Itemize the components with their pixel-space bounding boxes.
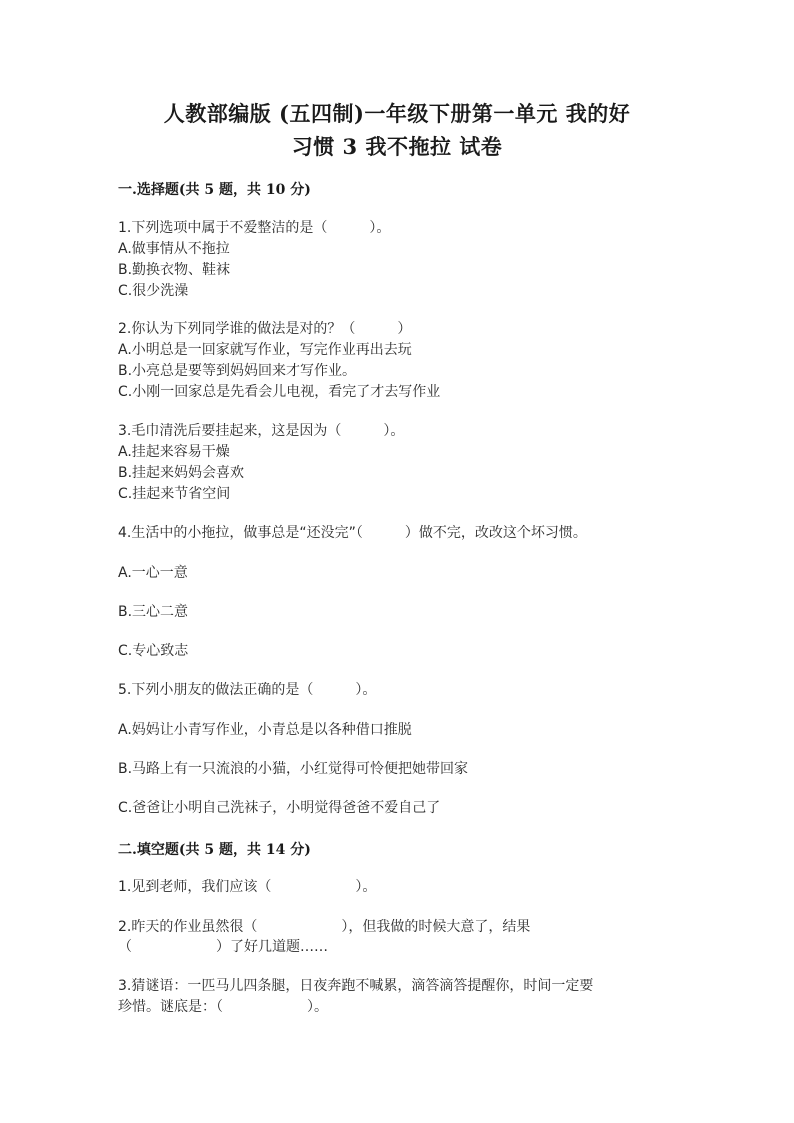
fill-question-3-line-1: 3.猜谜语：一匹马儿四条腿，日夜奔跑不喊累，滴答滴答提醒你，时间一定要 [118,978,594,994]
question-2-option-c: C.小刚一回家总是先看会儿电视，看完了才去写作业 [118,384,441,400]
question-1-option-b: B.勤换衣物、鞋袜 [118,262,231,278]
question-4-option-c: C.专心致志 [118,643,189,659]
question-4-option-b: B.三心二意 [118,604,189,620]
question-4-stem: 4.生活中的小拖拉，做事总是“还没完”（ ）做不完，改改这个坏习惯。 [118,525,587,541]
question-3-option-c: C.挂起来节省空间 [118,486,231,502]
section-heading-multiple-choice: 一.选择题(共 5 题，共 10 分) [118,182,311,198]
question-5-option-b: B.马路上有一只流浪的小猫，小红觉得可怜便把她带回家 [118,761,469,777]
fill-question-1: 1.见到老师，我们应该（ ）。 [118,879,377,895]
question-4-option-a: A.一心一意 [118,565,188,581]
question-5-stem: 5.下列小朋友的做法正确的是（ ）。 [118,682,377,698]
question-3-option-b: B.挂起来妈妈会喜欢 [118,465,245,481]
question-5-option-a: A.妈妈让小青写作业，小青总是以各种借口推脱 [118,722,412,738]
fill-question-3-line-2: 珍惜。谜底是：（ ）。 [118,999,328,1015]
fill-question-2-line-2: （ ）了好几道题…… [118,939,328,955]
question-3-option-a: A.挂起来容易干燥 [118,444,230,460]
question-1-stem: 1.下列选项中属于不爱整洁的是（ ）。 [118,220,391,236]
page-title-line-1: 人教部编版 (五四制)一年级下册第一单元 我的好 [163,101,631,126]
question-2-option-a: A.小明总是一回家就写作业，写完作业再出去玩 [118,342,412,358]
section-heading-fill-in: 二.填空题(共 5 题，共 14 分) [118,842,311,858]
fill-question-2-line-1: 2.昨天的作业虽然很（ ），但我做的时候大意了，结果 [118,919,531,935]
question-2-option-b: B.小亮总是要等到妈妈回来才写作业。 [118,363,357,379]
page-title-line-2: 习惯 3 我不拖拉 试卷 [291,134,503,159]
question-3-stem: 3.毛巾清洗后要挂起来，这是因为（ ）。 [118,423,405,439]
question-5-option-c: C.爸爸让小明自己洗袜子，小明觉得爸爸不爱自己了 [118,800,441,816]
question-1-option-a: A.做事情从不拖拉 [118,241,230,257]
question-2-stem: 2.你认为下列同学谁的做法是对的？（ ） [118,321,412,337]
question-1-option-c: C.很少洗澡 [118,283,189,299]
